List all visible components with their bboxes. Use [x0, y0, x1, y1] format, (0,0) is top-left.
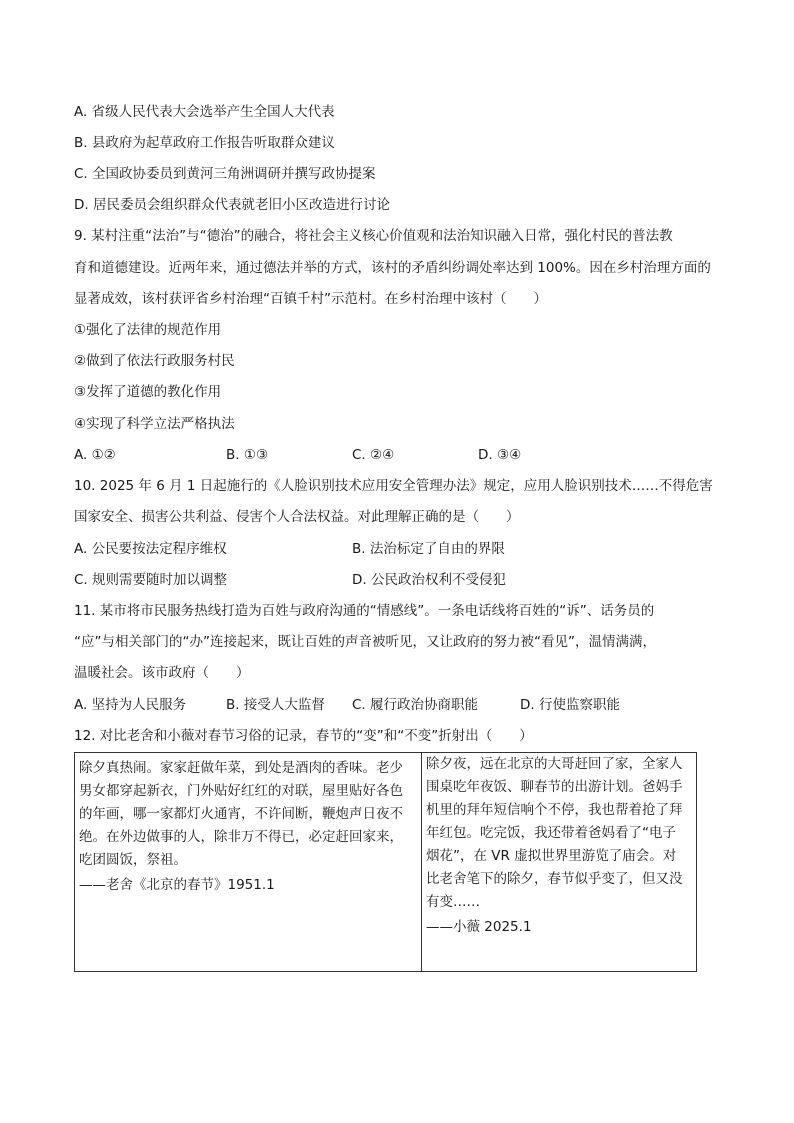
q12-xiaowei-line-3: 机里的拜年短信响个不停，我也帮着抢了拜	[426, 802, 683, 818]
q12-laoshe-line-2: 男女都穿起新衣，门外贴好红红的对联，屋里贴好各色	[79, 783, 403, 799]
q9-statement-1: ①强化了法律的规范作用	[74, 322, 222, 338]
q12-xiaowei-line-2: 围桌吃年夜饭、聊春节的出游计划。爸妈手	[426, 779, 683, 795]
q8-option-c: C. 全国政协委员到黄河三角洲调研并撰写政协提案	[74, 166, 376, 182]
q12-laoshe-source: ——老舍《北京的春节》1951.1	[79, 877, 275, 893]
q9-option-a: A. ①②	[74, 447, 116, 463]
q11-option-b: B. 接受人大监督	[226, 697, 325, 713]
q9-statement-4: ④实现了科学立法严格执法	[74, 416, 235, 432]
q11-stem-line-1: 11. 某市将市民服务热线打造为百姓与政府沟通的“情感线”。一条电话线将百姓的“诉”、话务员的	[74, 603, 655, 619]
q12-laoshe-line-5: 吃团圆饭，祭祖。	[79, 852, 187, 868]
q10-option-c: C. 规则需要随时加以调整	[74, 572, 228, 588]
q11-stem-line-3: 温暖社会。该市政府（ ）	[74, 665, 250, 681]
q12-stem: 12. 对比老舍和小薇对春节习俗的记录，春节的“变”和“不变”折射出（ ）	[74, 728, 533, 744]
q12-laoshe-line-1: 除夕真热闹。家家赶做年菜，到处是酒肉的香味。老少	[79, 760, 403, 776]
q12-xiaowei-line-4: 年红包。吃完饭，我还带着爸妈看了“电子	[426, 825, 676, 841]
q10-stem-line-2: 国家安全、损害公共利益、侵害个人合法权益。对此理解正确的是（ ）	[74, 509, 520, 525]
q9-stem-line-1: 9. 某村注重“法治”与“德治”的融合，将社会主义核心价值观和法治知识融入日常，强化村民的普法教	[74, 228, 673, 244]
q12-xiaowei-cell	[422, 753, 697, 972]
q12-xiaowei-source: ——小薇 2025.1	[426, 919, 532, 935]
q9-stem-line-2: 育和道德建设。近两年来，通过德法并举的方式，该村的矛盾纠纷调处率达到 100%。因在乡村治理方面的	[74, 260, 711, 276]
q12-laoshe-line-3: 的年画，哪一家都灯火通宵，不许间断，鞭炮声日夜不	[79, 806, 403, 822]
q11-option-a: A. 坚持为人民服务	[74, 697, 187, 713]
q11-stem-line-2: “应”与相关部门的“办”连接起来，既让百姓的声音被听见，又让政府的努力被“看见”，温情满满，	[74, 634, 656, 650]
q9-stem-line-3: 显著成效，该村获评省乡村治理“百镇千村”示范村。在乡村治理中该村（ ）	[74, 291, 547, 307]
q8-option-b: B. 县政府为起草政府工作报告听取群众建议	[74, 135, 335, 151]
q10-option-a: A. 公民要按法定程序维权	[74, 541, 227, 557]
q12-xiaowei-line-1: 除夕夜，远在北京的大哥赶回了家，全家人	[426, 756, 683, 772]
q9-statement-2: ②做到了依法行政服务村民	[74, 353, 235, 369]
q9-option-b: B. ①③	[226, 447, 269, 463]
q8-option-d: D. 居民委员会组织群众代表就老旧小区改造进行讨论	[74, 197, 390, 213]
q10-option-d: D. 公民政治权利不受侵犯	[352, 572, 506, 588]
q8-option-a: A. 省级人民代表大会选举产生全国人大代表	[74, 104, 335, 120]
q10-stem-line-1: 10. 2025 年 6 月 1 日起施行的《人脸识别技术应用安全管理办法》规定，应用人脸识别技术……不得危害	[74, 478, 713, 494]
q12-xiaowei-line-7: 有变……	[426, 894, 480, 910]
q9-option-d: D. ③④	[478, 447, 522, 463]
q12-xiaowei-line-6: 比老舍笔下的除夕，春节似乎变了，但又没	[426, 871, 683, 887]
q9-option-c: C. ②④	[352, 447, 395, 463]
q11-option-c: C. 履行政治协商职能	[352, 697, 479, 713]
q10-option-b: B. 法治标定了自由的界限	[352, 541, 505, 557]
q12-laoshe-line-4: 绝。在外边做事的人，除非万不得已，必定赶回家来，	[79, 829, 403, 845]
q12-laoshe-cell	[75, 753, 422, 972]
q12-comparison-table	[74, 752, 697, 972]
q12-xiaowei-line-5: 烟花”，在 VR 虚拟世界里游览了庙会。对	[426, 848, 677, 864]
q11-option-d: D. 行使监察职能	[520, 697, 620, 713]
q9-statement-3: ③发挥了道德的教化作用	[74, 384, 222, 400]
